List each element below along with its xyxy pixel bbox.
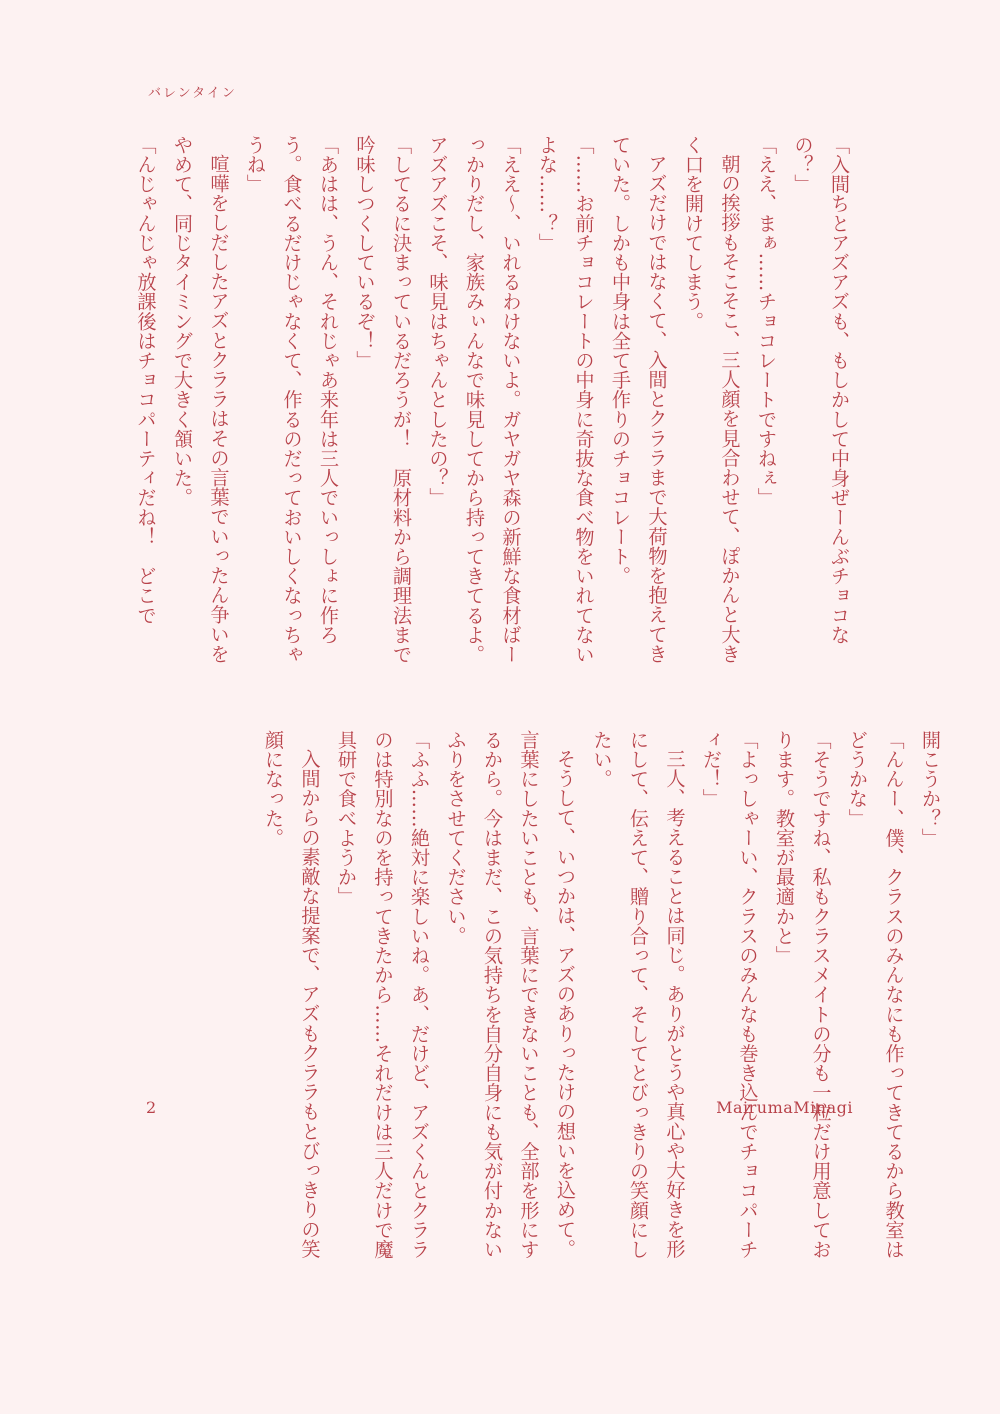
paragraph: そうして、いつかは、アズのありったけの想いを込めて。言葉にしたいことも、言葉にできないことも、全部を形にするから。今はまだ、この気持ちを自分自身にも気が付かないふりをさせてください。 [444,730,577,1260]
author-name: MairumaMinagi [716,1098,853,1117]
paragraph: 「入間ちとアズアズも、もしかして中身ぜーんぶチョコなの？」 [791,135,851,645]
page-number: 2 [146,1098,157,1117]
paragraph: 「ええ〜、いれるわけないよ。ガヤガヤ森の新鮮な食材ばーっかりだし、家族みぃんなで味見してから持ってきてるよ。アズアズこそ、味見はちゃんとしたの？」 [426,135,523,665]
text-block-bottom [168,730,948,1270]
paragraph: 「ええ、まぁ……チョコレートですねぇ」 [755,135,778,508]
paragraph: アズだけではなくて、入間とクララまで大荷物を抱えてきていた。しかも中身は全て手作りのチョコレート。 [609,135,669,664]
paragraph: 入間からの素敵な提案で、アズもクララもとびっきりの笑顔になった。 [262,730,322,1259]
paragraph: 三人、考えることは同じ。ありがとうや真心や大好きを形にして、伝えて、贈り合って、そしてとびっきりの笑顔にしたい。 [590,730,687,1260]
running-header-title: バレンタイン [148,86,237,101]
paragraph: 「よっしゃーい、クラスのみんなも巻き込んでチョコパーチィだ！」 [700,730,760,1260]
paragraph: 開こうか？」 [919,730,942,848]
paragraph: 「してるに決まっているだろうが！ 原材料から調理法まで吟味しつくしているぞ！」 [353,135,413,665]
text-block-top [134,135,857,670]
paragraph: 「……お前チョコレートの中身に奇抜な食べ物をいれてないよな……？」 [536,135,596,665]
paragraph: 喧嘩をしだしたアズとクララはその言葉でいったん争いをやめて、同じタイミングで大きく頷いた。 [171,135,231,664]
paragraph: 「あはは、うん、それじゃあ来年は三人でいっしょに作ろう。食べるだけじゃなくて、作るのだっておいしくなっちゃうね」 [244,135,340,665]
paragraph: 「んじゃんじゃ放課後はチョコパーティだね！ どこで [134,135,158,625]
paragraph: 「んんー、僕、クラスのみんなにも作ってきてるから教室はどうかな」 [846,730,906,1260]
paragraph: 「ふふ……絶対に楽しいね。あ、だけど、アズくんとクララのは特別なのを持ってきたから……それだけは三人だけで魔具研で食べようか」 [335,730,431,1260]
paragraph: 朝の挨拶もそこそこ、三人顔を見合わせて、ぽかんと大きく口を開けてしまう。 [682,135,742,664]
paragraph: 「そうですね、私もクラスメイトの分も一粒だけ用意しております。教室が最適かと」 [773,730,833,1260]
